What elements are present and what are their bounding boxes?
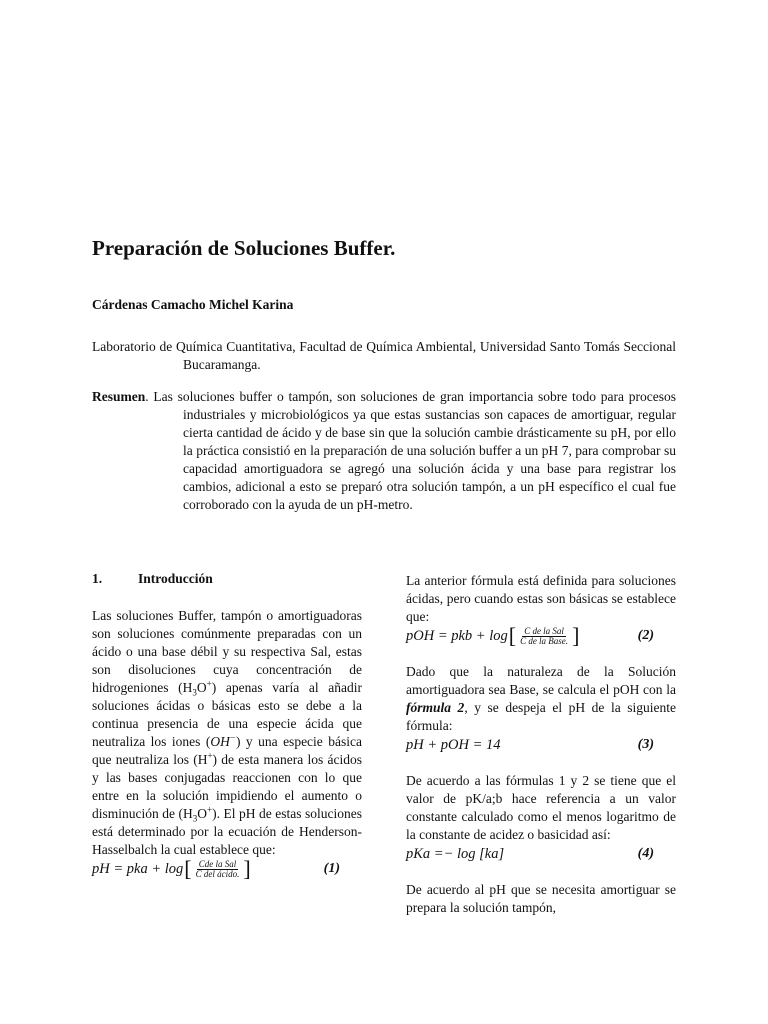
paper-title: Preparación de Soluciones Buffer. xyxy=(92,236,396,260)
equation-4-number: (4) xyxy=(637,846,654,861)
abstract-label: Resumen xyxy=(92,389,146,404)
section-heading xyxy=(92,570,362,588)
equation-1-number: (1) xyxy=(323,861,340,876)
paragraph-poh: Dado que la naturaleza de la Solución amortiguadora sea Base, se calcula el pOH con la fórmula 2, y se despeja el pH de la siguiente fórmula: xyxy=(406,664,676,733)
equation-1: pH = pka + log [ $\frac{\text{Cde la Sal}}{\text{C del ácido.}}$ ] (1) xyxy=(92,856,340,881)
equation-2: pOH = pkb + log [ $\frac{\text{C de la Sal}}{\text{C de la Base.}}$ ] (2) xyxy=(406,623,654,648)
intro-paragraph: Las soluciones Buffer, tampón o amortiguadoras son soluciones comúnmente preparadas con un ácido o una base débil y su respectiva Sal, estas son disoluciones cuya concentración de hidrogeniones $(H_3O^+)$ apenas varía al añadir soluciones ácidas o básicas esto se debe a la continua presencia de una especie ácida que neutraliza los iones (OH−) y una especie básica que neutraliza los (H+) de esta manera los ácidos y las bases conjugadas reaccionen con lo que entre en la solución impidiendo el aumento o disminución de $(H_3O^+)$. El pH de estas soluciones está determinado por la ecuación de Henderson-Hasselbalch la cual establece que: xyxy=(92,608,362,857)
paragraph-basic-solutions: La anterior fórmula está definida para soluciones ácidas, pero cuando estas son básicas se establece que: xyxy=(406,573,676,624)
paragraph-buffer-prep: De acuerdo al pH que se necesita amortiguar se prepara la solución tampón, xyxy=(406,882,676,915)
equation-2-number: (2) xyxy=(637,628,654,643)
left-column xyxy=(92,570,362,879)
affiliation: Laboratorio de Química Cuantitativa, Facultad de Química Ambiental, Universidad Santo Tomás Seccional Bucaramanga. xyxy=(92,339,676,372)
equation-3: pH + pOH = 14 (3) xyxy=(406,737,654,753)
equation-2-fraction: $\frac{\text{C de la Sal}}{\text{C de la Base.}}$ xyxy=(520,625,569,646)
equation-1-fraction: $\frac{\text{Cde la Sal}}{\text{C del ácido.}}$ xyxy=(195,858,240,879)
abstract-text: . Las soluciones buffer o tampón, son soluciones de gran importancia sobre todo para procesos industriales y microbiológicos ya que estas sustancias son capaces de amortiguar, regular cierta cantidad de ácido y de base sin que la solución cambie drásticamente su pH, por ello la práctica consistió en la preparación de una solución buffer a un pH 7, para comprobar su capacidad amortiguadora se agregó una solución ácida y una base para registrar los cambios, adicional a esto se preparó otra solución tampón, a un pH específico el cual fue corroborado con la ayuda de un pH-metro. xyxy=(145,389,676,512)
author-name: Cárdenas Camacho Michel Karina xyxy=(92,297,294,312)
right-column xyxy=(406,572,676,917)
hydroxide-ion: OH− xyxy=(210,732,236,749)
section-title: Introducción xyxy=(138,571,213,586)
equation-3-number: (3) xyxy=(637,737,654,752)
section-number: 1. xyxy=(92,571,103,586)
paragraph-pk: De acuerdo a las fórmulas 1 y 2 se tiene que el valor de pK/a;b hace referencia a un valor constante calculado como el menos logaritmo de la constante de acidez o basicidad así: xyxy=(406,773,676,842)
abstract xyxy=(92,388,676,514)
equation-4: pKa =− log [ka] (4) xyxy=(406,846,654,862)
